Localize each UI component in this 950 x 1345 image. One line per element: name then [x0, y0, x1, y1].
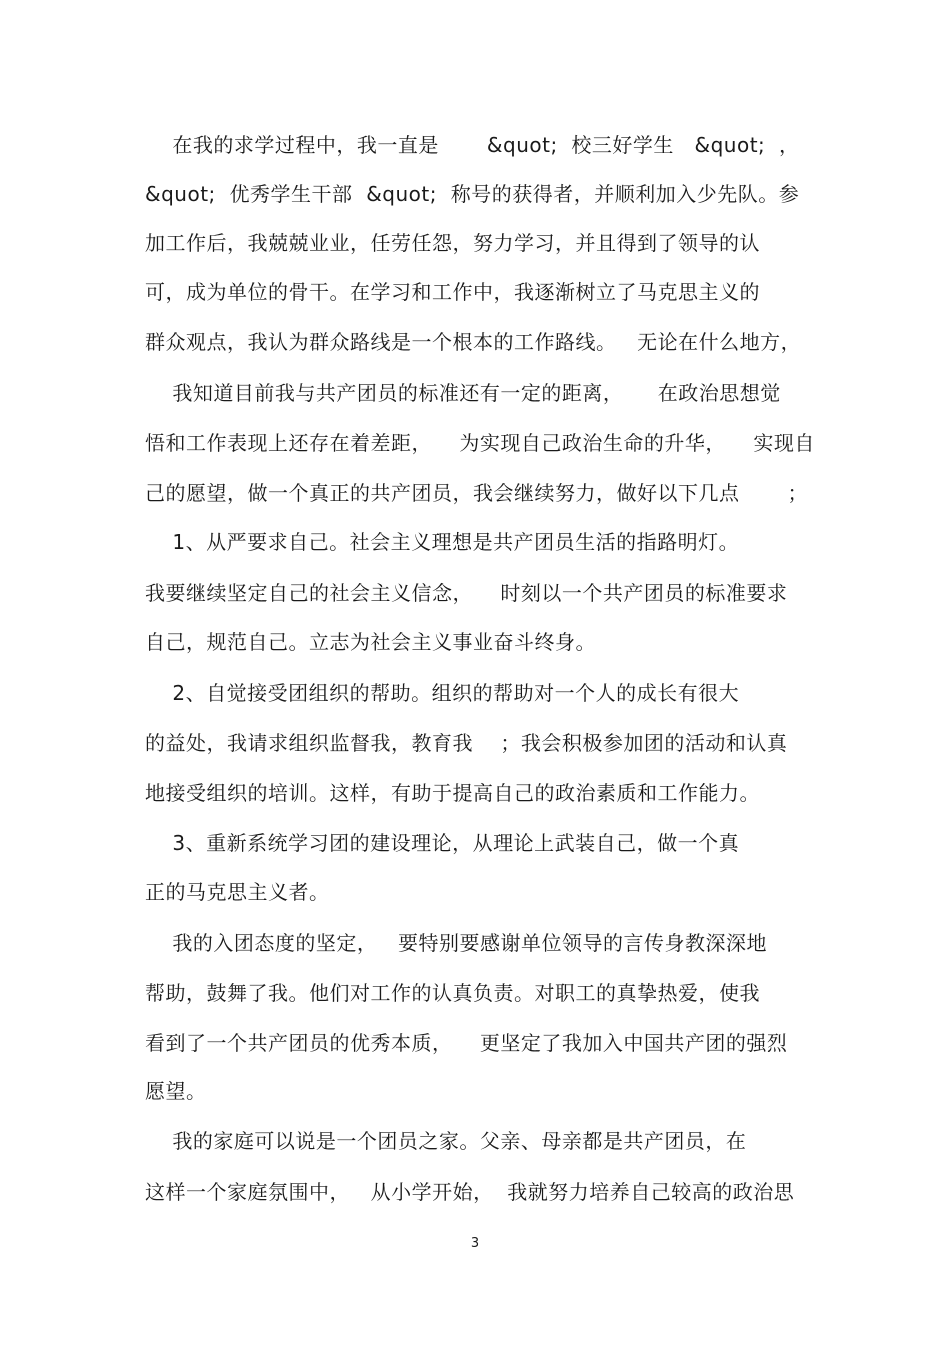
text-line-10: 我要继续坚定自己的社会主义信念， 时刻以一个共产团员的标准要求: [145, 581, 788, 605]
text-line-15: 3、重新系统学习团的建设理论，从理论上武装自己，做一个真: [145, 831, 740, 855]
text-line-11: 自己，规范自己。立志为社会主义事业奋斗终身。: [145, 630, 596, 654]
text-line-18: 帮助，鼓舞了我。他们对工作的认真负责。对职工的真挚热爱，使我: [145, 981, 760, 1005]
text-line-7: 悟和工作表现上还存在着差距， 为实现自己政治生命的升华， 实现自: [145, 431, 815, 455]
text-line-12: 2、自觉接受团组织的帮助。组织的帮助对一个人的成长有很大: [145, 681, 740, 705]
text-line-22: 这样一个家庭氛围中， 从小学开始， 我就努力培养自己较高的政治思: [145, 1180, 795, 1204]
text-line-21: 我的家庭可以说是一个团员之家。父亲、母亲都是共产团员，在: [145, 1129, 747, 1153]
text-line-16: 正的马克思主义者。: [145, 880, 330, 904]
text-line-17: 我的入团态度的坚定， 要特别要感谢单位领导的言传身教深深地: [145, 931, 768, 955]
text-line-5: 群众观点，我认为群众路线是一个根本的工作路线。 无论在什么地方，: [145, 330, 802, 354]
text-line-20: 愿望。: [145, 1079, 207, 1103]
text-line-6: 我知道目前我与共产团员的标准还有一定的距离， 在政治思想觉: [145, 381, 781, 405]
text-line-13: 的益处，我请求组织监督我，教育我 ；我会积极参加团的活动和认真: [145, 731, 788, 755]
text-line-2: &quot; 优秀学生干部 &quot; 称号的获得者，并顺利加入少先队。参: [145, 182, 800, 206]
text-line-3: 加工作后，我兢兢业业，任劳任怨，努力学习，并且得到了领导的认: [145, 231, 760, 255]
text-line-4: 可，成为单位的骨干。在学习和工作中，我逐渐树立了马克思主义的: [145, 280, 760, 304]
text-line-8: 己的愿望，做一个真正的共产团员，我会继续努力，做好以下几点 ；: [145, 481, 809, 505]
page-number: 3: [470, 1236, 480, 1251]
text-line-14: 地接受组织的培训。这样，有助于提高自己的政治素质和工作能力。: [145, 781, 760, 805]
text-line-19: 看到了一个共产团员的优秀本质， 更坚定了我加入中国共产团的强烈: [145, 1031, 788, 1055]
text-line-1: 在我的求学过程中，我一直是 &quot; 校三好学生 &quot; ，: [145, 133, 800, 157]
text-line-9: 1、从严要求自己。社会主义理想是共产团员生活的指路明灯。: [145, 530, 740, 554]
